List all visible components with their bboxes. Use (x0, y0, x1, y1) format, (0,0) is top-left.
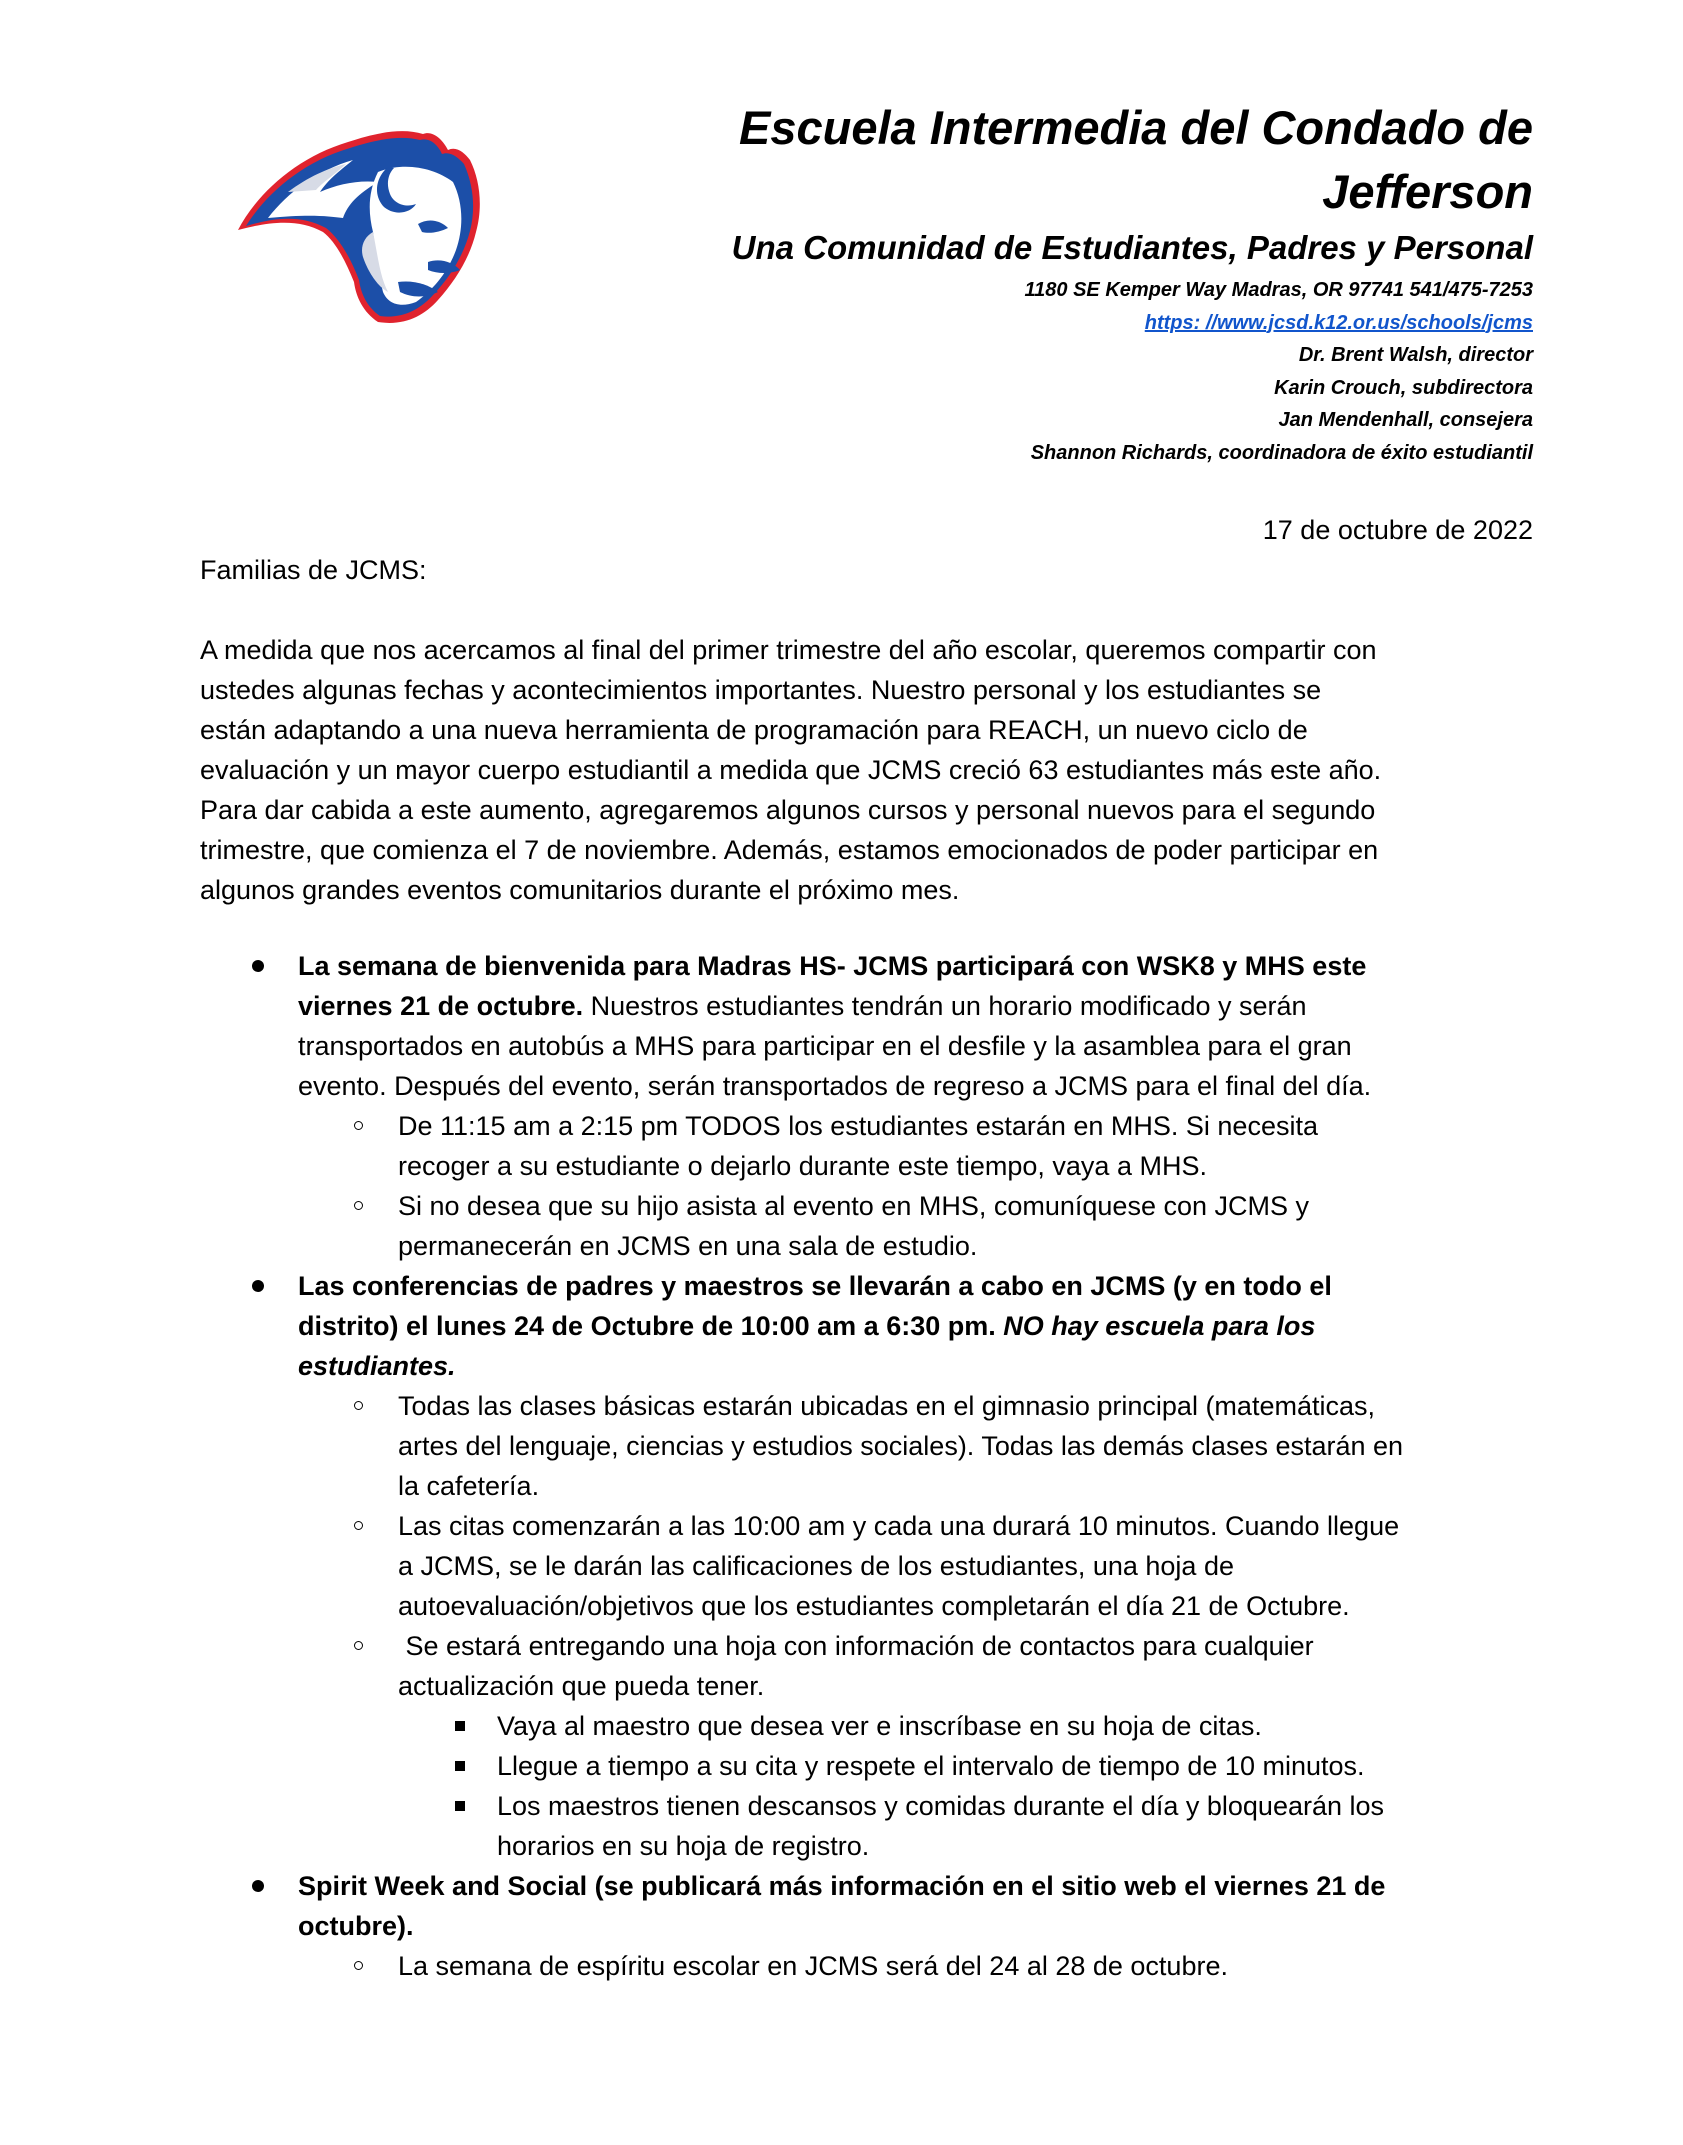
intro-line: ustedes algunas fechas y acontecimientos importantes. Nuestro personal y los estudiantes se (200, 675, 1322, 705)
letter-date: 17 de octubre de 2022 (1262, 515, 1533, 545)
bullet-disc-icon (252, 960, 264, 972)
bullet-circle-icon (354, 1641, 363, 1650)
intro-line: están adaptando a una nueva herramienta de programación para REACH, un nuevo ciclo de (200, 715, 1308, 745)
school-tagline: Una Comunidad de Estudiantes, Padres y Personal (731, 229, 1533, 266)
bullet-circle-icon (354, 1401, 363, 1410)
intro-line: algunos grandes eventos comunitarios durante el próximo mes. (200, 875, 960, 905)
bullet-circle-icon (354, 1961, 363, 1970)
bullet-disc-icon (252, 1880, 264, 1892)
school-title-line2: Jefferson (1322, 165, 1533, 218)
sub-item: Se estará entregando una hoja con información de contactos para cualquier actualización que pueda tener. (200, 1626, 1540, 1706)
staff-counselor: Jan Mendenhall, consejera (1278, 409, 1533, 431)
bullet-circle-icon (354, 1521, 363, 1530)
sub-item: Si no desea que su hijo asista al evento en MHS, comuníquese con JCMS y permanecerán en JCMS en una sala de estudio. (200, 1186, 1540, 1266)
sub-sub-item: Los maestros tienen descansos y comidas durante el día y bloquearán los horarios en su hoja de registro. (200, 1786, 1540, 1866)
sub-item: De 11:15 am a 2:15 pm TODOS los estudiantes estarán en MHS. Si necesita recoger a su estudiante o dejarlo durante este tiempo, vaya a MHS. (200, 1106, 1540, 1186)
sub-sub-item: Llegue a tiempo a su cita y respete el intervalo de tiempo de 10 minutos. (200, 1746, 1540, 1786)
buffalo-mascot-logo-icon (228, 122, 490, 326)
intro-line: Para dar cabida a este aumento, agregaremos algunos cursos y personal nuevos para el segundo (200, 795, 1376, 825)
intro-paragraph (200, 630, 1540, 910)
intro-line: evaluación y un mayor cuerpo estudiantil a medida que JCMS creció 63 estudiantes más este año. (200, 755, 1382, 785)
staff-director: Dr. Brent Walsh, director (1298, 344, 1533, 366)
letter-salutation: Familias de JCMS: (200, 555, 427, 585)
sub-item: Las citas comenzarán a las 10:00 am y cada una durará 10 minutos. Cuando llegue a JCMS, se le darán las calificaciones de los estudiantes, una hoja de autoevaluación/objetivos que los estudiantes completarán el día 21 de Octubre. (200, 1506, 1540, 1626)
list-item-homecoming-week: La semana de bienvenida para Madras HS- JCMS participará con WSK8 y MHS este viernes 21 de octubre. Nuestros estudiantes tendrán un horario modificado y serán transportados en autobús a MHS para participar en el desfile y la asamblea para el gran evento. Después del evento, serán transportados de regreso a JCMS para el final del día. (200, 946, 1540, 1106)
bullet-circle-icon (354, 1201, 363, 1210)
bullet-square-icon (455, 1721, 465, 1731)
sub-item: Todas las clases básicas estarán ubicadas en el gimnasio principal (matemáticas, artes del lenguaje, ciencias y estudios sociales). Todas las demás clases estarán en la cafetería. (200, 1386, 1540, 1506)
intro-line: trimestre, que comienza el 7 de noviembre. Además, estamos emocionados de poder participar en (200, 835, 1379, 865)
announcements-list (200, 946, 1540, 1986)
school-address: 1180 SE Kemper Way Madras, OR 97741 541/475-7253 (1024, 279, 1533, 301)
letterhead (633, 96, 1533, 469)
staff-assistant-director: Karin Crouch, subdirectora (1274, 376, 1533, 399)
bullet-square-icon (455, 1801, 465, 1811)
list-item-spirit-week: Spirit Week and Social (se publicará más información en el sitio web el viernes 21 de octubre). (200, 1866, 1540, 1946)
staff-student-success-coordinator: Shannon Richards, coordinadora de éxito estudiantil (1030, 441, 1533, 464)
intro-line: A medida que nos acercamos al final del primer trimestre del año escolar, queremos compartir con (200, 635, 1377, 665)
sub-sub-item: Vaya al maestro que desea ver e inscríbase en su hoja de citas. (200, 1706, 1540, 1746)
list-item-parent-teacher-conferences: Las conferencias de padres y maestros se llevarán a cabo en JCMS (y en todo el distrito) el lunes 24 de Octubre de 10:00 am a 6:30 pm. NO hay escuela para los estudiantes. (200, 1266, 1540, 1386)
bullet-circle-icon (354, 1121, 363, 1130)
school-website-link[interactable]: https: //www.jcsd.k12.or.us/schools/jcms (1144, 311, 1533, 334)
school-title-line1: Escuela Intermedia del Condado de (739, 101, 1533, 154)
bullet-disc-icon (252, 1280, 264, 1292)
sub-item: La semana de espíritu escolar en JCMS será del 24 al 28 de octubre. (200, 1946, 1540, 1986)
bullet-square-icon (455, 1761, 465, 1771)
